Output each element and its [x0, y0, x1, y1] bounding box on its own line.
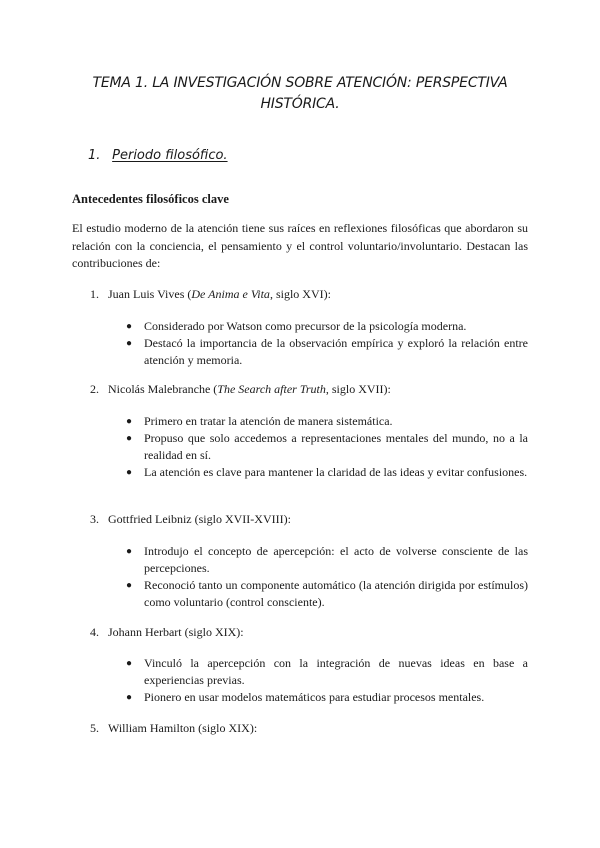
section-number: 1. [88, 148, 101, 163]
bullet-list [126, 655, 528, 706]
bullet-list [126, 543, 528, 611]
author-item [90, 624, 244, 642]
bullet-item: ● Considerado por Watson como precursor de la psicología moderna. [126, 319, 467, 333]
author-name: Gottfried Leibniz (siglo XVII-XVIII): [108, 512, 291, 526]
author-name: Nicolás Malebranche ( [108, 382, 218, 396]
bullet-item: ● Propuso que solo accedemos a representaciones mentales del mundo, no a la realidad en sí. [126, 431, 528, 462]
bullet-list [126, 318, 528, 369]
author-item [90, 286, 331, 304]
author-name: Juan Luis Vives ( [108, 287, 192, 301]
author-name-suffix: , siglo XVI): [269, 287, 331, 301]
intro-paragraph: El estudio moderno de la atención tiene sus raíces en reflexiones filosóficas que abordaron su relación con la conciencia, el pensamiento y el control voluntario/involuntario. Destacan las contribuciones de: [72, 221, 528, 270]
author-number: 4. [90, 625, 99, 639]
subheading: Antecedentes filosóficos clave [72, 192, 229, 206]
author-number: 5. [90, 721, 99, 735]
bullet-icon: ● [126, 433, 133, 444]
bullet-icon: ● [126, 658, 133, 669]
bullet-icon: ● [126, 467, 133, 478]
bullet-icon: ● [126, 321, 133, 332]
section-heading [88, 147, 228, 165]
bullet-item: ● Destacó la importancia de la observación empírica y exploró la relación entre atención y memoria. [126, 336, 528, 367]
author-name: William Hamilton (siglo XIX): [108, 721, 258, 735]
author-number: 1. [90, 287, 99, 301]
bullet-item: ● Primero en tratar la atención de manera sistemática. [126, 414, 393, 428]
author-item [90, 511, 291, 529]
bullet-list [126, 413, 528, 481]
bullet-icon: ● [126, 692, 133, 703]
bullet-item: ● Vinculó la apercepción con la integración de nuevas ideas en base a experiencias previas. [126, 656, 528, 687]
author-item [90, 720, 257, 738]
bullet-icon: ● [126, 546, 133, 557]
document-title: TEMA 1. LA INVESTIGACIÓN SOBRE ATENCIÓN: PERSPECTIVA HISTÓRICA. [92, 75, 508, 112]
author-number: 2. [90, 382, 99, 396]
bullet-item: ● Pionero en usar modelos matemáticos para estudiar procesos mentales. [126, 690, 485, 704]
author-number: 3. [90, 512, 99, 526]
bullet-item: ● Introdujo el concepto de apercepción: el acto de volverse consciente de las percepciones. [126, 544, 528, 575]
bullet-item: ● Reconoció tanto un componente automático (la atención dirigida por estímulos) como voluntario (control consciente). [126, 578, 528, 609]
author-name-suffix: , siglo XVII): [325, 382, 391, 396]
author-work: De Anima e Vita [191, 287, 270, 301]
bullet-item: ● La atención es clave para mantener la claridad de las ideas y evitar confusiones. [126, 465, 528, 479]
bullet-icon: ● [126, 338, 133, 349]
bullet-icon: ● [126, 416, 133, 427]
author-work: The Search after Truth [217, 382, 326, 396]
bullet-icon: ● [126, 580, 133, 591]
author-item [90, 381, 391, 399]
author-name: Johann Herbart (siglo XIX): [108, 625, 244, 639]
section-heading-text: Periodo filosófico. [112, 148, 228, 163]
